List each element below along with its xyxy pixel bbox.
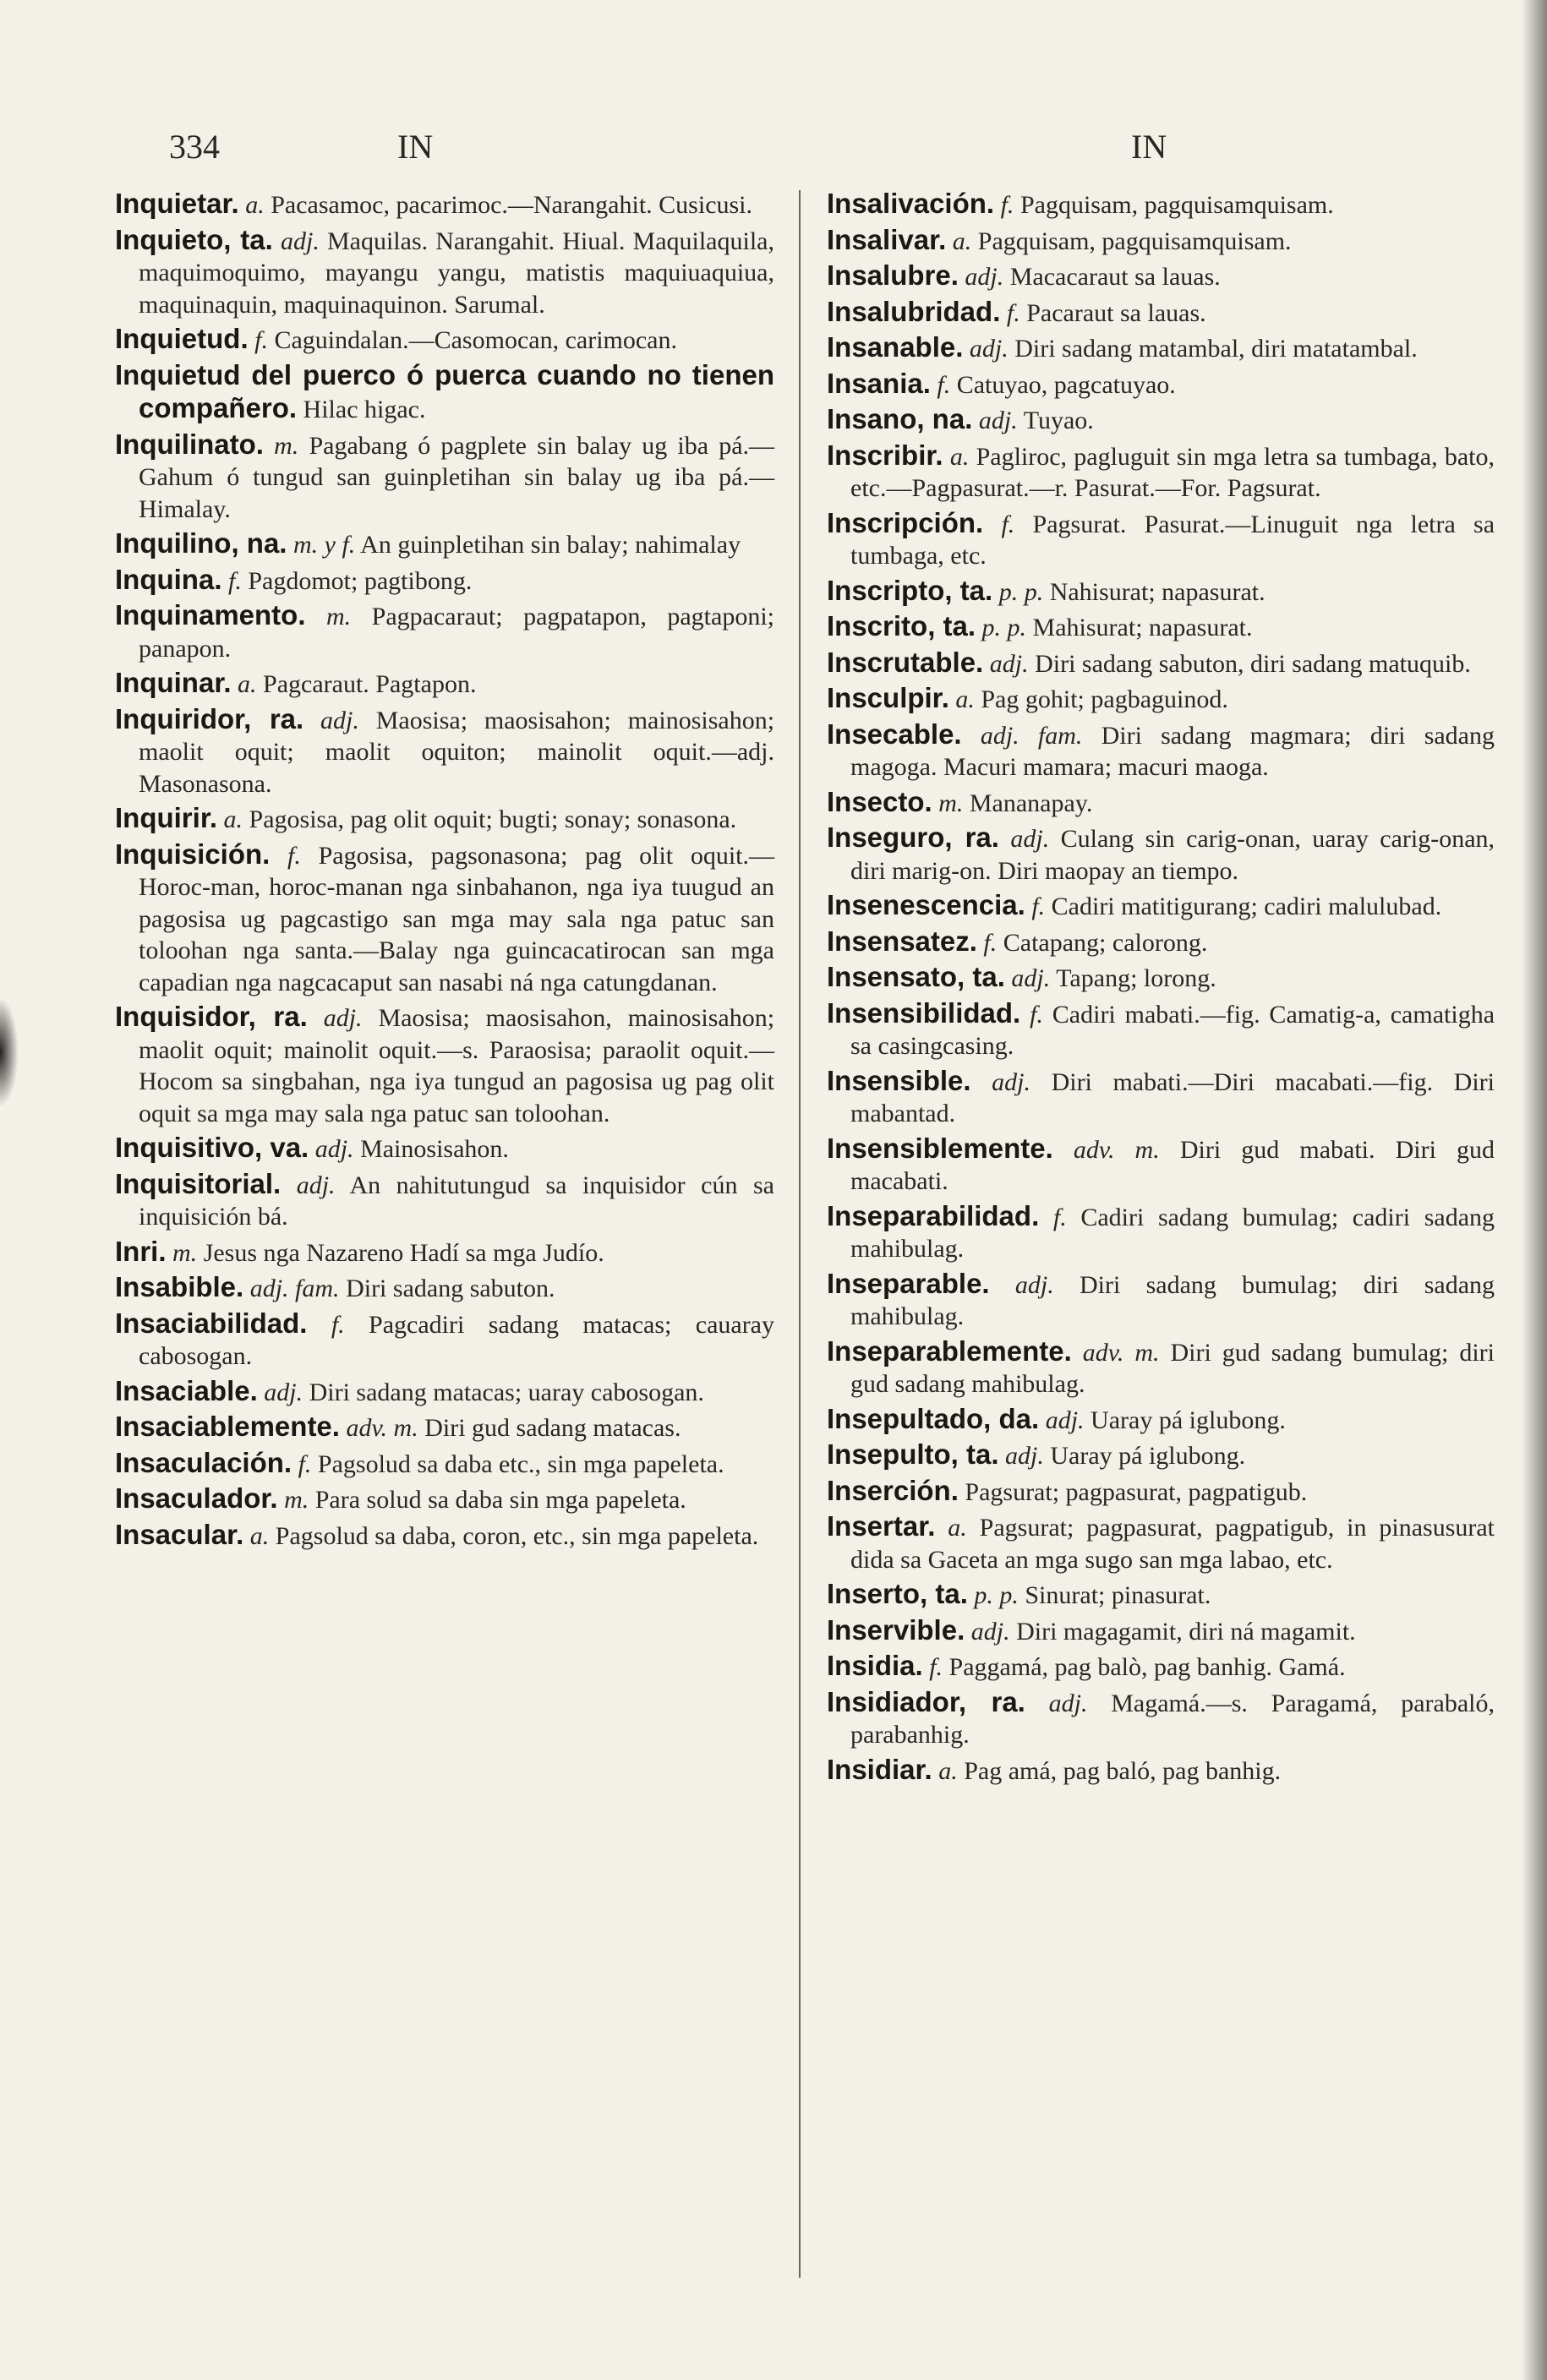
dictionary-entry (827, 1403, 1495, 1437)
entry-headword: Inscrito, ta. (827, 610, 976, 641)
page-header (0, 127, 1547, 186)
entry-headword: Inquietud. (115, 323, 249, 354)
entry-definition: Nahisurat; napasurat. (1049, 577, 1265, 606)
entry-definition: Pagdomot; pagtibong. (248, 566, 473, 595)
entry-definition: Magamá.—s. Paragamá, parabaló, parabanhig. (850, 1689, 1495, 1749)
dictionary-entry (115, 1375, 774, 1409)
dictionary-entry (827, 1133, 1495, 1198)
entry-definition: An guinpletihan sin balay; nahimalay (360, 531, 741, 559)
entry-grammar: m. (326, 603, 352, 630)
left-column-heading: IN (397, 128, 434, 166)
entry-definition: Sinurat; pinasurat. (1025, 1581, 1211, 1609)
dictionary-entry (827, 822, 1495, 887)
entry-headword: Insaculación. (115, 1446, 292, 1478)
entry-grammar: a. (223, 805, 243, 833)
dictionary-entry (115, 564, 774, 598)
entry-grammar: adv. m. (1073, 1135, 1160, 1164)
entry-definition: Maquilas. Narangahit. Hiual. Maquilaquila, maquimoquimo, mayangu yangu, matistis maquiuaquiua, maquinaquin, maquinaquinon. Sarumal. (139, 227, 774, 319)
dictionary-entry (827, 368, 1495, 401)
entry-grammar: p. p. (998, 577, 1044, 606)
entry-definition: Maosisa; maosisahon; mainosisahon; maolit oquit; maolit oquiton; mainolit oquit.—adj. Masonasona. (139, 706, 775, 798)
dictionary-entry (115, 838, 774, 999)
dictionary-entry (827, 1686, 1495, 1751)
entry-definition: Diri sadang sabuton, diri sadang matuquib. (1035, 649, 1471, 678)
entry-definition: Pacasamoc, pacarimoc.—Narangahit. Cusicusi. (271, 191, 753, 219)
dictionary-entry (115, 1168, 774, 1233)
entry-definition: Uaray pá iglubong. (1050, 1442, 1246, 1470)
entry-definition: Diri sadang magmara; diri sadang magoga. Macuri mamara; macuri maoga. (850, 721, 1495, 781)
entry-grammar: m. y f. (292, 531, 356, 559)
entry-definition: Jesus nga Nazareno Hadí sa mga Judío. (203, 1238, 604, 1267)
entry-headword: Insaciable. (115, 1374, 258, 1406)
entry-headword: Inquisición. (115, 838, 271, 870)
dictionary-entry (827, 925, 1495, 959)
entry-headword: Inseparable. (827, 1267, 990, 1299)
dictionary-entry (115, 323, 774, 357)
entry-grammar: adj. (965, 263, 1004, 291)
entry-grammar: m. (172, 1238, 198, 1267)
entry-definition: Pagsurat; pagpasurat, pagpatigub. (965, 1477, 1308, 1506)
entry-grammar: f. (228, 566, 242, 595)
dictionary-entry (827, 259, 1495, 293)
dictionary-entry (827, 610, 1495, 644)
entry-headword: Insepultado, da. (827, 1402, 1040, 1434)
entry-definition: Pagcadiri sadang matacas; cauaray cabosogan. (139, 1310, 774, 1370)
dictionary-entry (827, 682, 1495, 716)
dictionary-entry (827, 331, 1495, 365)
entry-definition: Catuyao, pagcatuyao. (956, 370, 1176, 399)
dictionary-entry (827, 1510, 1495, 1575)
entry-grammar: f. (1031, 892, 1046, 920)
entry-definition: Pagquisam, pagquisamquisam. (977, 227, 1292, 255)
entry-headword: Insidiar. (827, 1753, 932, 1785)
entry-grammar: adj. (992, 1067, 1030, 1096)
entry-grammar: adj. (978, 407, 1018, 434)
entry-grammar: a. (955, 685, 975, 713)
entry-headword: Inscrutable. (827, 646, 984, 678)
right-column-heading: IN (1131, 128, 1167, 166)
entry-definition: Macacaraut sa lauas. (1009, 263, 1221, 291)
page-number: 334 (169, 128, 220, 166)
entry-grammar: f. (331, 1310, 345, 1339)
dictionary-entry (827, 403, 1495, 437)
entry-definition: Pagsurat. Pasurat.—Linuguit nga letra sa tumbaga, etc. (850, 510, 1495, 570)
dictionary-entry (827, 889, 1495, 923)
entry-definition: Diri gud sadang bumulag; diri gud sadang mahibulag. (850, 1338, 1495, 1398)
entry-grammar: f. (937, 370, 951, 399)
entry-grammar: f. (1052, 1203, 1067, 1231)
dictionary-entry (115, 1519, 774, 1553)
entry-headword: Inserción. (827, 1474, 959, 1506)
entry-grammar: m. (938, 789, 964, 817)
entry-headword: Insalubridad. (827, 295, 1001, 327)
dictionary-entry (827, 188, 1495, 221)
entry-headword: Inseguro, ra. (827, 822, 999, 853)
entry-grammar: a. (249, 1521, 270, 1550)
dictionary-entry (827, 1268, 1495, 1333)
entry-headword: Inquieto, ta. (115, 223, 273, 255)
entry-grammar: m. (274, 431, 299, 460)
entry-definition: Pagcaraut. Pagtapon. (263, 670, 477, 698)
entry-headword: Insaciablemente. (115, 1411, 340, 1442)
entry-grammar: adj. (1045, 1406, 1085, 1434)
entry-headword: Insabible. (115, 1271, 244, 1302)
entry-headword: Inquilinato. (115, 428, 264, 460)
entry-grammar: p. p. (981, 614, 1027, 641)
entry-headword: Insensatez. (827, 925, 977, 957)
entry-definition: Cadiri matitigurang; cadiri malulubad. (1051, 892, 1442, 920)
dictionary-entry (827, 961, 1495, 995)
dictionary-entry (115, 224, 774, 321)
dictionary-entry (115, 1307, 774, 1373)
entry-grammar: a. (938, 1756, 958, 1785)
entry-grammar: f. (983, 928, 998, 957)
entry-definition: Cadiri sadang bumulag; cadiri sadang mahibulag. (850, 1203, 1495, 1263)
entry-headword: Insalivar. (827, 223, 947, 255)
entry-headword: Insensibilidad. (827, 996, 1021, 1029)
scan-smudge (0, 997, 19, 1107)
entry-headword: Insidia. (827, 1650, 923, 1681)
entry-grammar: f. (287, 841, 301, 870)
dictionary-entry (115, 1411, 774, 1444)
entry-definition: Diri sadang matacas; uaray cabosogan. (309, 1378, 704, 1406)
entry-headword: Inquiridor, ra. (115, 702, 304, 734)
dictionary-entry (827, 439, 1495, 505)
entry-definition: Pacaraut sa lauas. (1026, 298, 1206, 327)
entry-headword: Inscripción. (827, 506, 984, 538)
dictionary-entry (115, 802, 774, 836)
dictionary-entry (115, 599, 774, 664)
dictionary-entry (115, 188, 774, 221)
entry-grammar: f. (1030, 1000, 1043, 1029)
entry-headword: Insano, na. (827, 403, 973, 434)
entry-definition: Para solud sa daba sin mga papeleta. (314, 1486, 686, 1514)
dictionary-entry (827, 786, 1495, 820)
entry-headword: Insertar. (827, 1510, 936, 1542)
right-column (827, 188, 1495, 1789)
entry-headword: Insidiador, ra. (827, 1685, 1025, 1717)
dictionary-entry (827, 1650, 1495, 1684)
entry-grammar: adj. (320, 706, 359, 734)
entry-definition: Catapang; calorong. (1003, 928, 1208, 957)
entry-definition: An nahitutungud sa inquisidor cún sa inquisición bá. (139, 1171, 775, 1231)
dictionary-entry (827, 1200, 1495, 1265)
entry-headword: Insaciabilidad. (115, 1307, 308, 1339)
entry-headword: Insensible. (827, 1064, 971, 1096)
entry-grammar: adj. (969, 335, 1009, 363)
entry-grammar: f. (1006, 298, 1020, 327)
entry-headword: Inquisidor, ra. (115, 1001, 308, 1032)
entry-definition: Diri gud sadang matacas. (424, 1414, 681, 1442)
dictionary-entry (115, 1236, 774, 1269)
dictionary-entry (827, 1065, 1495, 1130)
entry-grammar: m. (284, 1486, 309, 1514)
dictionary-entry (827, 1754, 1495, 1788)
dictionary-entry (115, 527, 774, 561)
entry-headword: Inquirir. (115, 802, 218, 833)
entry-grammar: a. (948, 1514, 967, 1542)
entry-definition: Paggamá, pag balò, pag banhig. Gamá. (948, 1653, 1346, 1681)
entry-headword: Inscripto, ta. (827, 574, 993, 606)
dictionary-entry (115, 1132, 774, 1165)
entry-definition: Tapang; lorong. (1056, 964, 1216, 992)
entry-definition: Pagosisa, pagsonasona; pag olit oquit.—Horoc-man, horoc-manan nga sinbahanon, nga iya tuugud an pagosisa ug pagcastigo san mga may sala nga patuc san toloohan nga santa.—Balay nga guincacatirocan san mga capadian nga nagcacaput san nasabi ná nga catungdanan. (139, 841, 775, 996)
dictionary-entry (115, 1001, 774, 1129)
entry-definition: Caguindalan.—Casomocan, carimocan. (274, 326, 677, 354)
entry-definition: Diri gud mabati. Diri gud macabati. (850, 1135, 1495, 1195)
entry-headword: Insacular. (115, 1518, 244, 1550)
entry-headword: Insecable. (827, 718, 962, 750)
entry-definition: Tuyao. (1023, 407, 1094, 434)
dictionary-entry (115, 1482, 774, 1516)
entry-grammar: a. (949, 442, 970, 471)
entry-definition: Uaray pá iglubong. (1091, 1406, 1286, 1434)
entry-definition: Pagliroc, pagluguit sin mga letra sa tumbaga, bato, etc.—Pagpasurat.—r. Pasurat.—For. Pagsurat. (850, 442, 1495, 502)
entry-headword: Inseparabilidad. (827, 1199, 1040, 1231)
entry-grammar: f. (1000, 191, 1014, 219)
entry-definition: Pagquisam, pagquisamquisam. (1019, 191, 1334, 219)
entry-grammar: adv. m. (1082, 1338, 1160, 1367)
dictionary-entry (827, 575, 1495, 609)
scan-edge-shadow (1522, 0, 1547, 2380)
entry-definition: Pag gohit; pagbaguinod. (981, 685, 1228, 713)
dictionary-entry (827, 224, 1495, 258)
entry-grammar: a. (238, 670, 257, 698)
entry-grammar: adj. (989, 649, 1029, 678)
entry-headword: Inserto, ta. (827, 1578, 968, 1609)
entry-definition: Pagsolud sa daba, coron, etc., sin mga papeleta. (275, 1521, 759, 1550)
entry-headword: Insculpir. (827, 682, 949, 713)
entry-grammar: a. (952, 227, 972, 255)
entry-definition: Hilac higac. (303, 396, 426, 423)
dictionary-entry (827, 1438, 1495, 1472)
dictionary-entry (115, 1271, 774, 1305)
entry-grammar: adj. (296, 1171, 336, 1199)
entry-definition: Diri mabati.—Diri macabati.—fig. Diri mabantad. (850, 1067, 1495, 1127)
entry-headword: Inquina. (115, 563, 222, 595)
entry-grammar: adj. (314, 1135, 354, 1163)
dictionary-entry (827, 1578, 1495, 1612)
dictionary-entry (115, 667, 774, 701)
entry-definition: Diri sadang matambal, diri matatambal. (1014, 335, 1418, 363)
dictionary-entry (827, 1475, 1495, 1509)
dictionary-entry (115, 359, 774, 426)
entry-headword: Insalivación. (827, 188, 995, 219)
entry-headword: Inquinamento. (115, 599, 306, 630)
dictionary-entry (827, 647, 1495, 680)
entry-headword: Insania. (827, 367, 931, 399)
dictionary-entry (827, 1335, 1495, 1400)
dictionary-entry (827, 718, 1495, 783)
entry-grammar: adj. (1011, 964, 1051, 992)
entry-definition: Culang sin carig-onan, uaray carig-onan, diri marig-on. Diri maopay an tiempo. (850, 825, 1495, 885)
entry-headword: Insecto. (827, 785, 932, 817)
entry-grammar: adj. (323, 1004, 363, 1032)
entry-grammar: f. (1001, 510, 1015, 538)
entry-headword: Inquisitorial. (115, 1167, 282, 1199)
entry-grammar: f. (298, 1449, 312, 1478)
entry-headword: Insenescencia. (827, 889, 1025, 920)
entry-headword: Inquisitivo, va. (115, 1132, 309, 1163)
dictionary-entry (115, 429, 774, 526)
entry-grammar: a. (245, 191, 265, 219)
entry-definition: Pag amá, pag baló, pag banhig. (964, 1756, 1282, 1785)
entry-definition: Diri sadang bumulag; diri sadang mahibulag. (850, 1270, 1495, 1330)
entry-headword: Inscribir. (827, 439, 943, 471)
left-column (115, 188, 774, 1554)
entry-grammar: adj. fam. (980, 721, 1083, 750)
entry-definition: Mainosisahon. (360, 1135, 509, 1163)
entry-headword: Inseparablemente. (827, 1335, 1072, 1367)
entry-definition: Cadiri mabati.—fig. Camatig-a, camatigha sa casingcasing. (850, 1000, 1495, 1060)
entry-headword: Insensato, ta. (827, 961, 1005, 992)
entry-definition: Mahisurat; napasurat. (1032, 614, 1253, 641)
entry-headword: Inquinar. (115, 667, 232, 698)
entry-headword: Inservible. (827, 1613, 965, 1646)
entry-headword: Insalubre. (827, 259, 959, 291)
entry-definition: Pagsolud sa daba etc., sin mga papeleta. (317, 1449, 724, 1478)
entry-headword: Inquietar. (115, 188, 239, 219)
entry-definition: Pagosisa, pag olit oquit; bugti; sonay; sonasona. (249, 805, 737, 833)
entry-grammar: adj. (1005, 1442, 1044, 1470)
entry-headword: Inquilino, na. (115, 527, 287, 559)
entry-headword: Insensiblemente. (827, 1132, 1053, 1164)
entry-grammar: adj. (970, 1617, 1010, 1646)
entry-definition: Mananapay. (969, 789, 1093, 817)
entry-headword: Inri. (115, 1235, 167, 1267)
entry-grammar: f. (254, 326, 268, 354)
entry-headword: Insanable. (827, 331, 964, 363)
entry-grammar: adj. (264, 1378, 303, 1406)
entry-headword: Insepulto, ta. (827, 1438, 999, 1470)
dictionary-entry (115, 703, 774, 800)
entry-grammar: adj. (280, 227, 320, 255)
dictionary-entry (827, 1614, 1495, 1648)
entry-headword: Inquietud del puerco ó puerca cuando no tienen compañero. (115, 358, 774, 423)
entry-definition: Pagabang ó pagplete sin balay ug iba pá.—Gahum ó tungud san guinpletihan sin balay ug iba pá.—Himalay. (139, 431, 775, 523)
entry-definition: Pagsurat; pagpasurat, pagpatigub, in pinasusurat dida sa Gaceta an mga sugo san mga labao, etc. (850, 1514, 1495, 1574)
dictionary-entry (827, 296, 1495, 330)
dictionary-entry (827, 997, 1495, 1062)
entry-grammar: adj. (1048, 1689, 1088, 1717)
entry-definition: Diri sadang sabuton. (346, 1275, 555, 1302)
entry-grammar: adv. m. (346, 1414, 418, 1442)
entry-headword: Insaculador. (115, 1482, 278, 1514)
entry-definition: Diri magagamit, diri ná magamit. (1016, 1617, 1356, 1646)
entry-grammar: adj. (1010, 825, 1050, 853)
entry-definition: Maosisa; maosisahon, mainosisahon; maolit oquit; mainolit oquit.—s. Paraosisa; paraolit oquit.—Hocom sa singbahan, nga iya tungud an pagosisa ug pag olit oquit sa mga may sala nga patuc san toloohan. (139, 1004, 775, 1127)
entry-grammar: adj. (1014, 1270, 1054, 1299)
entry-definition: Pagpacaraut; pagpatapon, pagtaponi; panapon. (139, 603, 775, 663)
dictionary-entry (827, 507, 1495, 572)
entry-grammar: f. (929, 1653, 943, 1681)
entry-grammar: p. p. (974, 1581, 1019, 1609)
column-divider (799, 190, 801, 2278)
entry-grammar: adj. fam. (249, 1275, 340, 1302)
dictionary-entry (115, 1447, 774, 1481)
